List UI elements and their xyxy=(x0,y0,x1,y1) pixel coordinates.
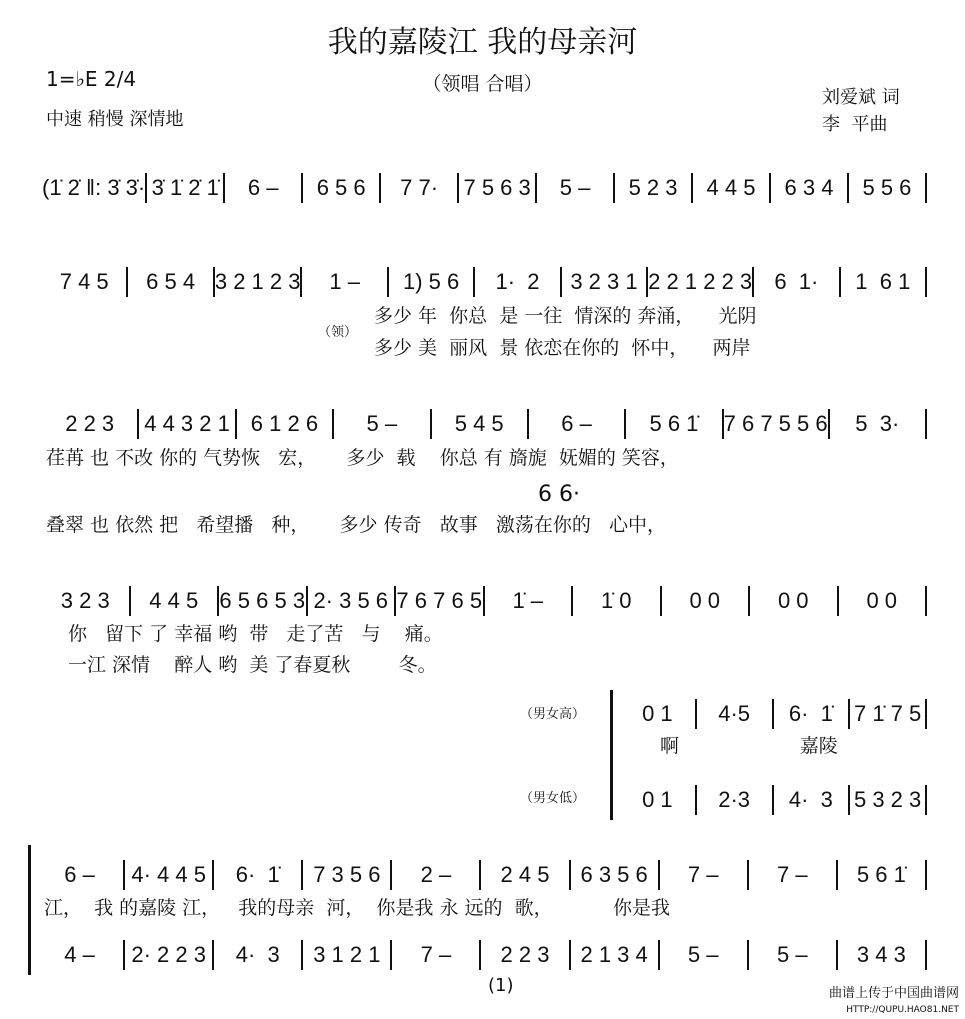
measure: 1) 5 6 xyxy=(402,269,460,295)
staff-line-6 xyxy=(36,940,927,970)
measure: 4 4 5 xyxy=(706,175,756,201)
lyricist: 刘爱斌 词 xyxy=(822,87,900,108)
measure: 2· 2 2 3 xyxy=(131,942,206,968)
measure: 3 2 1 2 3 xyxy=(214,269,301,295)
measure: 6 5 6 5 3 xyxy=(219,588,306,614)
measure: 7 – xyxy=(687,862,719,888)
measure: 0 1 xyxy=(642,787,673,813)
measure: 6 – xyxy=(561,411,592,437)
measure: 6 3 4 xyxy=(784,175,834,201)
measure: 4· 3 xyxy=(235,942,280,968)
measure: 2 1 3 4 xyxy=(580,942,648,968)
measure: 6 5 6 xyxy=(316,175,366,201)
lyrics-verse1: 荏苒 也 不改 你的 气势恢 宏， 多少 载 你总 有 旖旎 妩媚的 笑容， xyxy=(46,447,679,469)
measure: 4 4 5 xyxy=(149,588,199,614)
high-voice-label: （男女高） xyxy=(520,707,586,722)
bar-line xyxy=(925,860,927,890)
measure: 3 2 3 1 xyxy=(570,269,638,295)
measure: 7 – xyxy=(420,942,452,968)
measure: 2 2 3 xyxy=(500,942,550,968)
staff-line-3 xyxy=(42,409,927,439)
measure: 5 6 1̇ xyxy=(649,411,699,437)
measure: 5 3· xyxy=(855,411,900,437)
bar-line xyxy=(925,173,927,203)
measure: 6 1 2 6 xyxy=(250,411,319,437)
measure: 3̇ 1̇ 2̇ 1̇ xyxy=(151,175,219,201)
bar-line xyxy=(925,409,927,439)
solo-label: （领） xyxy=(318,325,358,340)
low-voice-label: （男女低） xyxy=(520,791,586,806)
measure: 7 3 5 6 xyxy=(313,862,381,888)
measure: 4· 4 4 5 xyxy=(131,862,206,888)
bar-line xyxy=(925,785,927,815)
measure: 5 3 2 3 xyxy=(853,787,922,813)
measure: 5 – xyxy=(559,175,591,201)
subtitle: （领唱 合唱） xyxy=(422,73,543,95)
lyrics-line-5: 江， 我 的嘉陵 江， 我的母亲 河， 你是我 永 远的 歌， 你是我 xyxy=(44,897,670,919)
staff-line-2 xyxy=(42,267,927,297)
measure: 3 2 3 xyxy=(60,588,110,614)
measure: 6 3 5 6 xyxy=(580,862,648,888)
measure: 5 – xyxy=(687,942,719,968)
measure: 6· 1̇ xyxy=(788,701,833,727)
measure: 6 – xyxy=(64,862,95,888)
measure: 7 – xyxy=(777,862,808,888)
measure: 2· 3 5 6 xyxy=(313,588,389,614)
measure: 5 – xyxy=(366,411,398,437)
measure: 2·3 xyxy=(718,787,751,813)
measure: 1̇ 0 xyxy=(600,588,632,614)
bar-line xyxy=(925,586,927,616)
staff-low-voice xyxy=(620,785,927,815)
key-signature: 1=♭E 2/4 xyxy=(46,67,137,91)
lyrics-verse2: 叠翠 也 依然 把 希望播 种， 多少 传奇 故事 激荡在你的 心中， xyxy=(46,514,666,536)
measure: 0 0 xyxy=(777,588,809,614)
measure: 0 0 xyxy=(689,588,721,614)
measure: 6 – xyxy=(247,175,279,201)
lyrics-verse1: 多少 年 你总 是 一往 情深的 奔涌， 光阴 xyxy=(374,305,757,327)
measure: 3 4 3 xyxy=(856,942,906,968)
measure: 1̇ – xyxy=(512,588,544,614)
measure: 7 5 6 3 xyxy=(463,175,531,201)
measure: 5 6 1̇ xyxy=(856,862,906,888)
measure: 7 4 5 xyxy=(59,269,109,295)
measure: 4·5 xyxy=(718,701,751,727)
measure: 6 5 4 xyxy=(146,269,196,295)
staff-line-5 xyxy=(36,860,927,890)
lyrics-verse2: 一江 深情 醉人 哟 美 了春夏秋 冬。 xyxy=(68,654,437,676)
choir-lyrics: 啊 嘉陵 xyxy=(660,735,838,757)
page-number: (1) xyxy=(488,975,514,996)
tempo-marking: 中速 稍慢 深情地 xyxy=(46,109,184,130)
alt-notes: 6 6· xyxy=(538,482,580,507)
watermark-url: HTTP://QUPU.HAO81.NET xyxy=(846,1005,959,1015)
measure: 7 6 7 6 5 xyxy=(396,588,483,614)
measure: 2 4 5 xyxy=(500,862,550,888)
measure: 7 6 7 5 5 6 xyxy=(723,411,828,437)
measure: 3 1 2 1 xyxy=(313,942,381,968)
measure: 1 – xyxy=(329,269,360,295)
measure: 6 1· xyxy=(774,269,819,295)
measure: 2 2 3 xyxy=(65,411,115,437)
system-bracket xyxy=(28,845,31,975)
measure: 6· 1̇ xyxy=(235,862,280,888)
measure: 1· 2 xyxy=(495,269,540,295)
measure: 5 4 5 xyxy=(454,411,504,437)
bar-line xyxy=(925,267,927,297)
choir-bracket xyxy=(610,690,613,820)
measure: 4· 3 xyxy=(788,787,833,813)
measure: 5 2 3 xyxy=(628,175,678,201)
measure: 0 0 xyxy=(866,588,898,614)
measure: 4 4 3 2 1 xyxy=(144,411,230,437)
measure: 0 1 xyxy=(642,701,673,727)
page-title: 我的嘉陵江 我的母亲河 xyxy=(327,25,638,60)
measure: 4 – xyxy=(64,942,95,968)
composer: 李 平曲 xyxy=(822,114,888,135)
measure: 2 2 1 2 2 3 xyxy=(648,269,753,295)
staff-high-voice xyxy=(620,699,927,729)
measure: 5 – xyxy=(777,942,808,968)
measure: (1̇ 2̇ ‖: 3̇ 3̇· xyxy=(42,175,146,201)
measure: 7 1̇ 7 5 xyxy=(853,701,922,727)
bar-line xyxy=(925,940,927,970)
staff-line-1 xyxy=(42,173,927,203)
measure: 1 6 1 xyxy=(855,269,911,295)
measure: 5 5 6 xyxy=(862,175,912,201)
lyrics-verse2: 多少 美 丽风 景 依恋在你的 怀中， 两岸 xyxy=(374,337,751,359)
watermark: 曲谱上传于中国曲谱网 xyxy=(828,986,959,1001)
lyrics-verse1: 你 留下 了 幸福 哟 带 走了苦 与 痛。 xyxy=(68,623,443,645)
measure: 7 7· xyxy=(400,175,439,201)
bar-line xyxy=(925,699,927,729)
measure: 2 – xyxy=(420,862,452,888)
staff-line-4 xyxy=(42,586,927,616)
